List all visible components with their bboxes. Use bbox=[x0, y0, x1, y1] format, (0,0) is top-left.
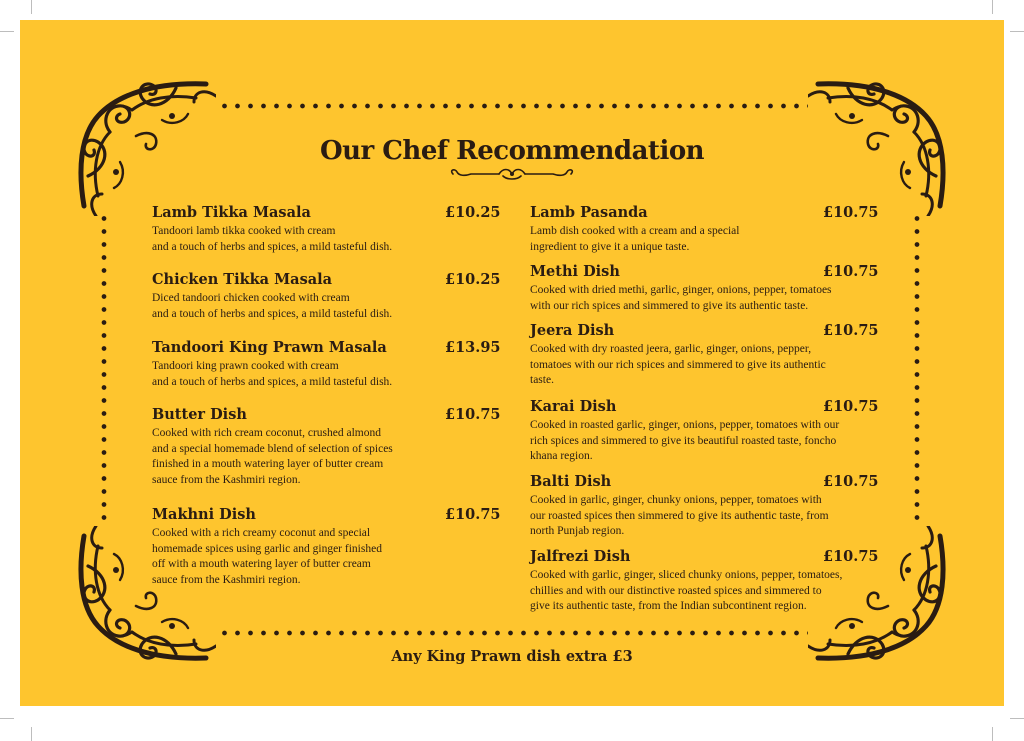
dish-name: Jalfrezi Dish bbox=[530, 548, 631, 565]
crop-mark bbox=[0, 718, 14, 719]
dish-description: Cooked with dried methi, garlic, ginger, onions, pepper, tomatoes with our rich spices and simmered to give its authentic taste. bbox=[530, 284, 832, 312]
dish-name: Karai Dish bbox=[530, 398, 617, 415]
dish-price: £10.75 bbox=[823, 548, 879, 565]
crop-mark bbox=[31, 0, 32, 14]
crop-mark bbox=[1010, 718, 1024, 719]
dotted-border-bottom bbox=[218, 630, 808, 636]
crop-mark bbox=[1010, 31, 1024, 32]
dish-name: Butter Dish bbox=[152, 406, 247, 423]
dish-description: Cooked with rich cream coconut, crushed almond and a special homemade blend of selection of spices finished in a mouth watering layer of butter cream sauce from the Kashmiri region. bbox=[152, 427, 393, 486]
dish-price: £10.75 bbox=[445, 406, 501, 423]
dish-description: Tandoori king prawn cooked with cream and a touch of herbs and spices, a mild tasteful dish. bbox=[152, 360, 393, 388]
dish-price: £10.75 bbox=[823, 322, 879, 339]
dish-name: Lamb Tikka Masala bbox=[152, 204, 311, 221]
dish-name: Makhni Dish bbox=[152, 506, 256, 523]
dish-price: £10.75 bbox=[823, 263, 879, 280]
dotted-border-right bbox=[914, 212, 920, 526]
crop-mark bbox=[992, 727, 993, 741]
dish-name: Methi Dish bbox=[530, 263, 620, 280]
dish-description: Cooked with garlic, ginger, sliced chunky onions, pepper, tomatoes, chillies and with our distinctive roasted spices and simmered to give its authentic taste, from the Indian subcontinent region. bbox=[530, 569, 843, 612]
dish-name: Jeera Dish bbox=[530, 322, 615, 339]
dotted-border-top bbox=[218, 103, 808, 109]
dish-description: Cooked in roasted garlic, ginger, onions, pepper, tomatoes with our rich spices and simmered to give its beautiful roasted taste, foncho khana region. bbox=[530, 419, 840, 462]
dish-price: £10.25 bbox=[445, 271, 501, 288]
crop-mark bbox=[31, 727, 32, 741]
dish-description: Diced tandoori chicken cooked with cream and a touch of herbs and spices, a mild tasteful dish. bbox=[152, 292, 393, 320]
dish-description: Lamb dish cooked with a cream and a special ingredient to give it a unique taste. bbox=[530, 225, 740, 253]
dish-description: Cooked with dry roasted jeera, garlic, ginger, onions, pepper, tomatoes with our rich spices and simmered to give its authentic taste. bbox=[530, 343, 826, 386]
dish-price: £10.25 bbox=[445, 204, 501, 221]
dish-price: £10.75 bbox=[823, 204, 879, 221]
page-title: Our Chef Recommendation bbox=[319, 136, 705, 166]
dish-description: Cooked in garlic, ginger, chunky onions, pepper, tomatoes with our roasted spices then simmered to give its authentic taste, from north Punjab region. bbox=[530, 494, 829, 537]
dish-name: Chicken Tikka Masala bbox=[152, 271, 333, 288]
crop-mark bbox=[992, 0, 993, 14]
dish-name: Lamb Pasanda bbox=[530, 204, 648, 221]
dish-price: £13.95 bbox=[445, 339, 501, 356]
dish-price: £10.75 bbox=[823, 398, 879, 415]
footer-note: Any King Prawn dish extra £3 bbox=[391, 648, 633, 665]
crop-mark bbox=[0, 31, 14, 32]
dish-name: Tandoori King Prawn Masala bbox=[152, 339, 387, 356]
dish-description: Tandoori lamb tikka cooked with cream and a touch of herbs and spices, a mild tasteful dish. bbox=[152, 225, 393, 253]
ornament-divider-icon bbox=[447, 166, 577, 182]
dotted-border-left bbox=[101, 212, 107, 526]
dish-description: Cooked with a rich creamy coconut and special homemade spices using garlic and ginger finished off with a mouth watering layer of butter cream sauce from the Kashmiri region. bbox=[152, 527, 382, 586]
dish-price: £10.75 bbox=[445, 506, 501, 523]
dish-price: £10.75 bbox=[823, 473, 879, 490]
dish-name: Balti Dish bbox=[530, 473, 612, 490]
